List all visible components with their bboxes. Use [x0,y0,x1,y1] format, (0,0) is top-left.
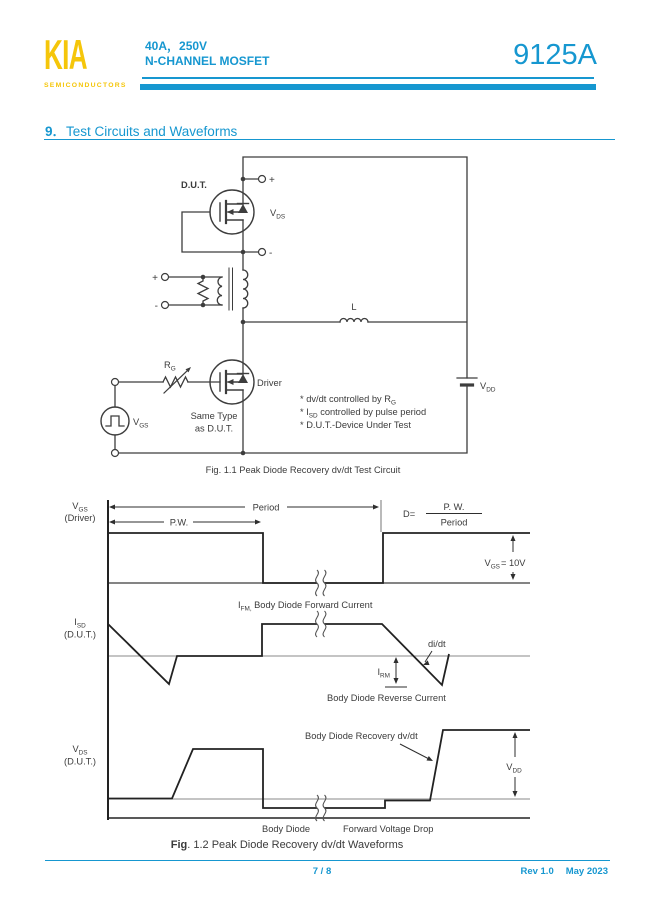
didt-label: di/dt [428,639,446,649]
same-type-line2: as D.U.T. [194,423,234,434]
primary-plus-label: + [152,273,158,284]
vdd-battery [457,378,477,385]
vds-axis-label: $V_{DS}$ [72,744,88,757]
recovery-dvdt-label: Body Diode Recovery dv/dt [305,731,418,741]
transformer-primary-coil [217,277,222,305]
vdd-label: $V_{DD}$ [480,381,496,394]
isd-axis-label: $I_{SD}$ [74,617,86,630]
footer-rule [45,860,610,861]
recovery-arrow-line [400,744,431,760]
inductor-coil [340,319,368,322]
arrowheads [109,502,518,798]
vgs-axis-label: $V_{GS}$ [72,501,88,514]
fig2-caption: Fig. 1.2 Peak Diode Recovery dv/dt Waveforms [170,839,404,851]
body-diode-label: Body Diode [262,824,311,834]
test-circuit-diagram [101,157,496,475]
same-type-line1: Same Type [190,411,238,421]
driver-body-arrow [227,379,234,385]
dut-body-diode [238,204,248,213]
device-type: N-CHANNEL MOSFET [145,54,270,68]
kia-logo: KIA [44,31,87,78]
vds-label: $V_{DS}$ [270,208,286,221]
pulse-waveform-glyph [106,416,124,426]
section-text: Test Circuits and Waveforms [66,124,238,139]
primary-resistor [198,277,208,305]
didt-arrow-line [425,651,432,662]
inductor-label: L [351,302,357,312]
transformer-core [229,268,233,310]
fraction-numerator: P. W. [443,502,465,512]
note-isd: * $I_{SD}$ controlled by pulse period [300,407,427,420]
revision-label: Rev 1.0 [520,866,554,877]
vgs10-label: $V_{GS}= 10V$ [484,558,526,571]
transformer [217,268,247,310]
vds-axis-sublabel: (D.U.T.) [63,756,97,767]
dut-body-arrow [227,209,234,215]
pw-label: P.W. [169,517,189,528]
note-dvdt: * dv/dt controlled by $R_G$ [300,394,396,407]
vds-waveform [108,730,530,808]
vgs-label: $V_{GS}$ [133,417,149,430]
device-rating: 40A，250V [145,39,208,53]
dut-mosfet [210,190,254,234]
vdd-dimension-label: $V_{DD}$ [506,762,522,775]
fig1-caption: Fig. 1.1 Peak Diode Recovery dv/dt Test Circuit [205,465,401,475]
vgs-axis-sublabel: (Driver) [64,513,96,523]
isd-axis-sublabel: (D.U.T.) [63,629,97,640]
section-number: 9． [45,124,67,139]
dut-label: D.U.T. [181,180,207,190]
note-dut: * D.U.T.-Device Under Test [300,420,411,430]
part-number: 9125A [513,39,597,71]
page-number: 7 / 8 [312,866,332,877]
waveform-diagram [64,500,530,851]
transformer-secondary-coil [243,270,248,308]
reverse-current-label: Body Diode Reverse Current [327,693,446,703]
period-label: Period [252,502,280,513]
dimension-lines [110,500,515,795]
vgs-source-circle [101,407,129,435]
vgs-pulse-source [101,407,129,435]
forward-drop-label: Forward Voltage Drop [343,824,434,834]
revision-info [508,866,608,877]
vgs-waveform [108,533,530,583]
isd-waveform [108,624,449,685]
fraction-denominator: Period [440,517,468,528]
source-minus-label: - [269,248,273,259]
driver-body-diode [238,374,248,383]
irm-label: $I_{RM}$ [377,667,390,680]
rg-label: $R_G$ [164,360,176,373]
duty-equation: D= [403,509,416,519]
driver-label: Driver [257,378,282,388]
revision-date: May 2023 [565,866,608,877]
ifm-label: $I_{FM,}$ Body Diode Forward Current [238,600,373,613]
drain-plus-label: + [269,175,275,186]
primary-minus-label: - [154,301,158,312]
kia-logo-subtitle: SEMICONDUCTORS [44,82,127,89]
